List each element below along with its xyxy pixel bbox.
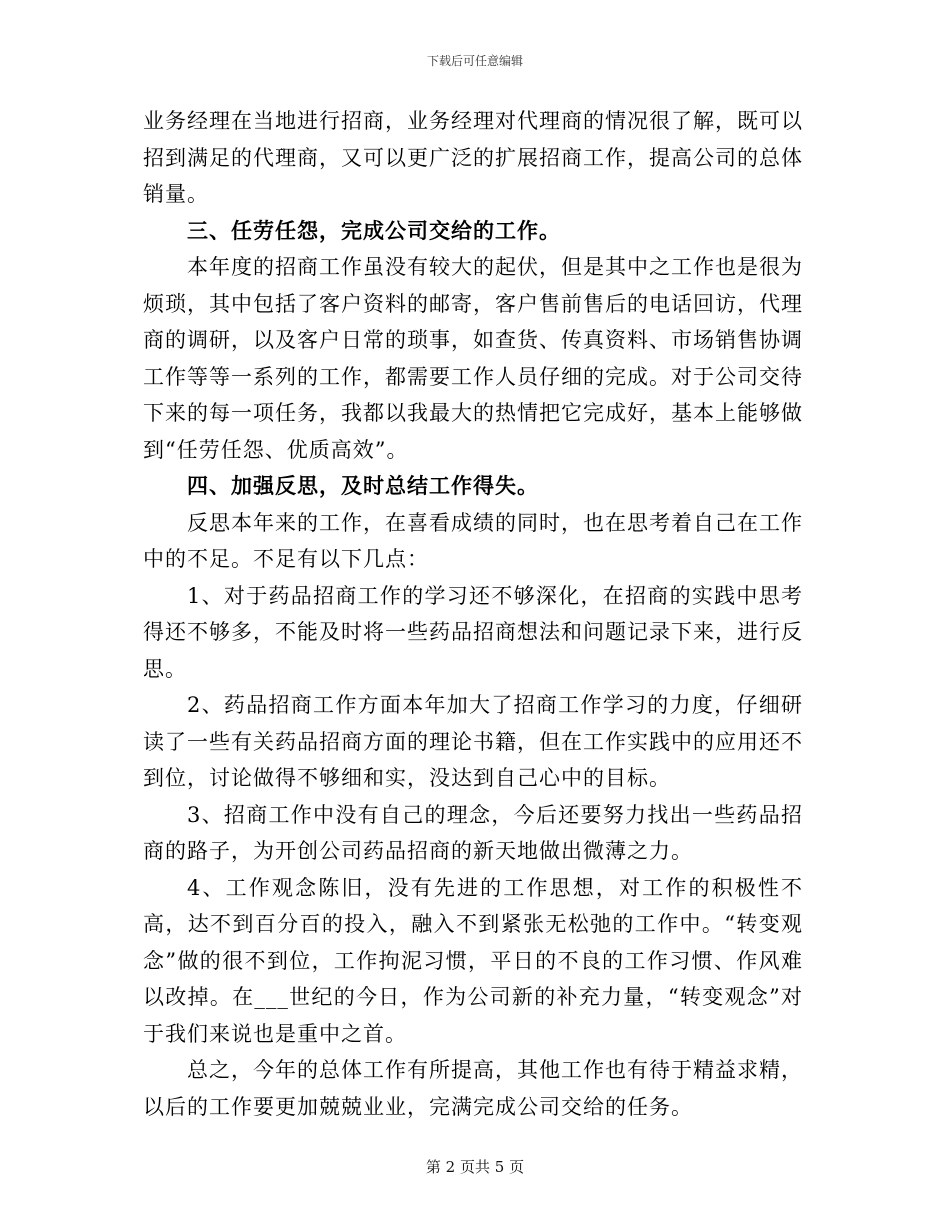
paragraph: 反思本年来的工作，在喜看成绩的同时，也在思考着自己在工作中的不足。不足有以下几点： bbox=[143, 510, 803, 571]
section-heading-4: 四、加强反思，及时总结工作得失。 bbox=[187, 473, 539, 498]
list-item-3: 3、招商工作中没有自己的理念，今后还要努力找出一些药品招商的路子，为开创公司药品招商的新天地做出微薄之力。 bbox=[143, 802, 803, 863]
list-item-2: 2、药品招商工作方面本年加大了招商工作学习的力度，仔细研读了一些有关药品招商方面的理论书籍，但在工作实践中的应用还不到位，讨论做得不够细和实，没达到自己心中的目标。 bbox=[143, 693, 803, 790]
paragraph: 本年度的招商工作虽没有较大的起伏，但是其中之工作也是很为烦琐，其中包括了客户资料的邮寄，客户售前售后的电话回访，代理商的调研，以及客户日常的琐事，如查货、传真资料、市场销售协调工作等等一系列的工作，都需要工作人员仔细的完成。对于公司交待下来的每一项任务，我都以我最大的热情把它完成好，基本上能够做到“任劳任怨、优质高效”。 bbox=[143, 255, 803, 462]
list-item-4: 4、工作观念陈旧，没有先进的工作思想，对工作的积极性不高，达不到百分百的投入，融入不到紧张无松弛的工作中。“转变观念”做的很不到位，工作拘泥习惯，平日的不良的工作习惯、作风难以改掉。在___世纪的今日，作为公司新的补充力量，“转变观念”对于我们来说也是重中之首。 bbox=[143, 875, 803, 1046]
section-heading-3: 三、任劳任怨，完成公司交给的工作。 bbox=[187, 217, 561, 243]
page-footer: 第 2 页共 5 页 bbox=[425, 1158, 525, 1176]
list-item-1: 1、对于药品招商工作的学习还不够深化，在招商的实践中思考得还不够多，不能及时将一些药品招商想法和问题记录下来，进行反思。 bbox=[143, 583, 803, 681]
document-body bbox=[143, 103, 803, 1125]
page-header: 下载后可任意编辑 bbox=[426, 54, 523, 68]
paragraph-continuation: 业务经理在当地进行招商，业务经理对代理商的情况很了解，既可以招到满足的代理商，又可以更广泛的扩展招商工作，提高公司的总体销量。 bbox=[143, 109, 803, 206]
paragraph-conclusion: 总之，今年的总体工作有所提高，其他工作也有待于精益求精，以后的工作要更加兢兢业业，完满完成公司交给的任务。 bbox=[143, 1058, 803, 1119]
